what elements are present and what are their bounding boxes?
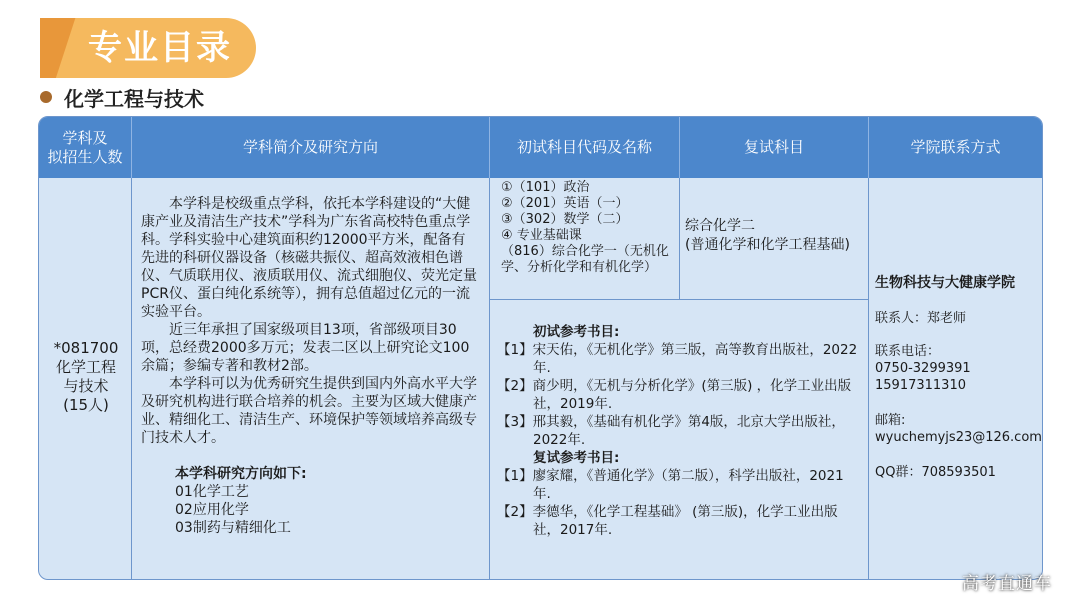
intro-paragraph: 近三年承担了国家级项目13项，省部级项目30项，总经费2000多万元；发表二区以上研究论文100余篇；参编专著和教材2部。 (141, 322, 470, 374)
column-divider (131, 178, 132, 579)
reference-books-cell (497, 323, 859, 539)
major-heading (40, 84, 204, 110)
column-divider (489, 178, 490, 579)
direction-item: 03制药与精细化工 (175, 520, 291, 536)
exam-item: ③（302）数学（二） (501, 212, 629, 227)
header-exams: 初试科目代码及名称 (490, 117, 680, 178)
direction-item: 01化学工艺 (175, 484, 249, 500)
column-divider (679, 178, 680, 299)
intro-cell (141, 195, 479, 537)
initial-exam-cell (501, 180, 675, 276)
major-heading-text: 化学工程与技术 (64, 86, 204, 111)
header-major: 学科及 拟招生人数 (39, 117, 132, 178)
school-name: 生物科技与大健康学院 (875, 275, 1015, 291)
major-code-name: *081700 化学工程 与技术 (15人) (53, 339, 119, 414)
row-divider (489, 299, 868, 300)
direction-item: 02应用化学 (175, 502, 249, 518)
section-banner (40, 18, 256, 78)
qq-group: QQ群：708593501 (875, 465, 996, 480)
exam-item: （816）综合化学一（无机化学、分析化学和有机化学） (501, 244, 669, 275)
email-label: 邮箱: (875, 413, 906, 428)
intro-paragraph: 本学科可以为优秀研究生提供到国内外高水平大学及研究机构进行联合培养的机会。主要为区域大健康产业、精细化工、清洁生产、环境保护等领域培养高级专门技术人才。 (141, 376, 477, 446)
intro-paragraph: 本学科是校级重点学科，依托本学科建设的“大健康产业及清洁生产技术”学科为广东省高校特色重点学科。学科实验中心建筑面积约12000平方米，配备有先进的科研仪器设备（核磁共振仪、超高效液相色谱仪、气质联用仪、液质联用仪、流式细胞仪、荧光定量PCR仪、蛋白纯化系统等），拥有总值超过亿元的一流实验平台。 (141, 196, 477, 320)
header-retest: 复试科目 (680, 117, 869, 178)
phone-number: 0750-3299391 (875, 361, 971, 376)
exam-item: ④ 专业基础课 (501, 228, 582, 243)
bullet-dot-icon (40, 91, 52, 103)
contact-cell (875, 275, 1042, 481)
reference-item: 【1】廖家耀，《普通化学》（第二版），科学出版社，2021年. (497, 468, 844, 502)
directions-title: 本学科研究方向如下: (175, 466, 307, 482)
exam-item: ①（101）政治 (501, 180, 590, 195)
banner-title: 专业目录 (88, 28, 232, 68)
reference-item: 【2】李德华，《化学工程基础》 (第三版)，化学工业出版社，2017年. (497, 504, 838, 538)
reference-item: 【1】宋天佑，《无机化学》第三版，高等教育出版社，2022年. (497, 342, 858, 376)
watermark: 高考直通车 (962, 574, 1052, 594)
reference-item: 【3】邢其毅，《基础有机化学》第4版，北京大学出版社，2022年. (497, 414, 845, 448)
program-table (38, 116, 1043, 580)
phone-label: 联系电话： (875, 344, 941, 359)
initial-refs-title: 初试参考书目: (533, 324, 620, 340)
retest-subject: 综合化学二 (普通化学和化学工程基础) (685, 218, 850, 253)
exam-item: ②（201）英语（一） (501, 196, 629, 211)
phone-number: 15917311310 (875, 378, 966, 393)
column-divider (868, 178, 869, 579)
retest-refs-title: 复试参考书目: (533, 450, 620, 466)
header-contact: 学院联系方式 (869, 117, 1042, 178)
email-address: wyuchemyjs23@126.com (875, 430, 1042, 445)
header-intro: 学科简介及研究方向 (132, 117, 490, 178)
contact-person: 联系人：郑老师 (875, 311, 967, 326)
reference-item: 【2】商少明，《无机与分析化学》(第三版) ，化学工业出版社，2019年. (497, 378, 852, 412)
